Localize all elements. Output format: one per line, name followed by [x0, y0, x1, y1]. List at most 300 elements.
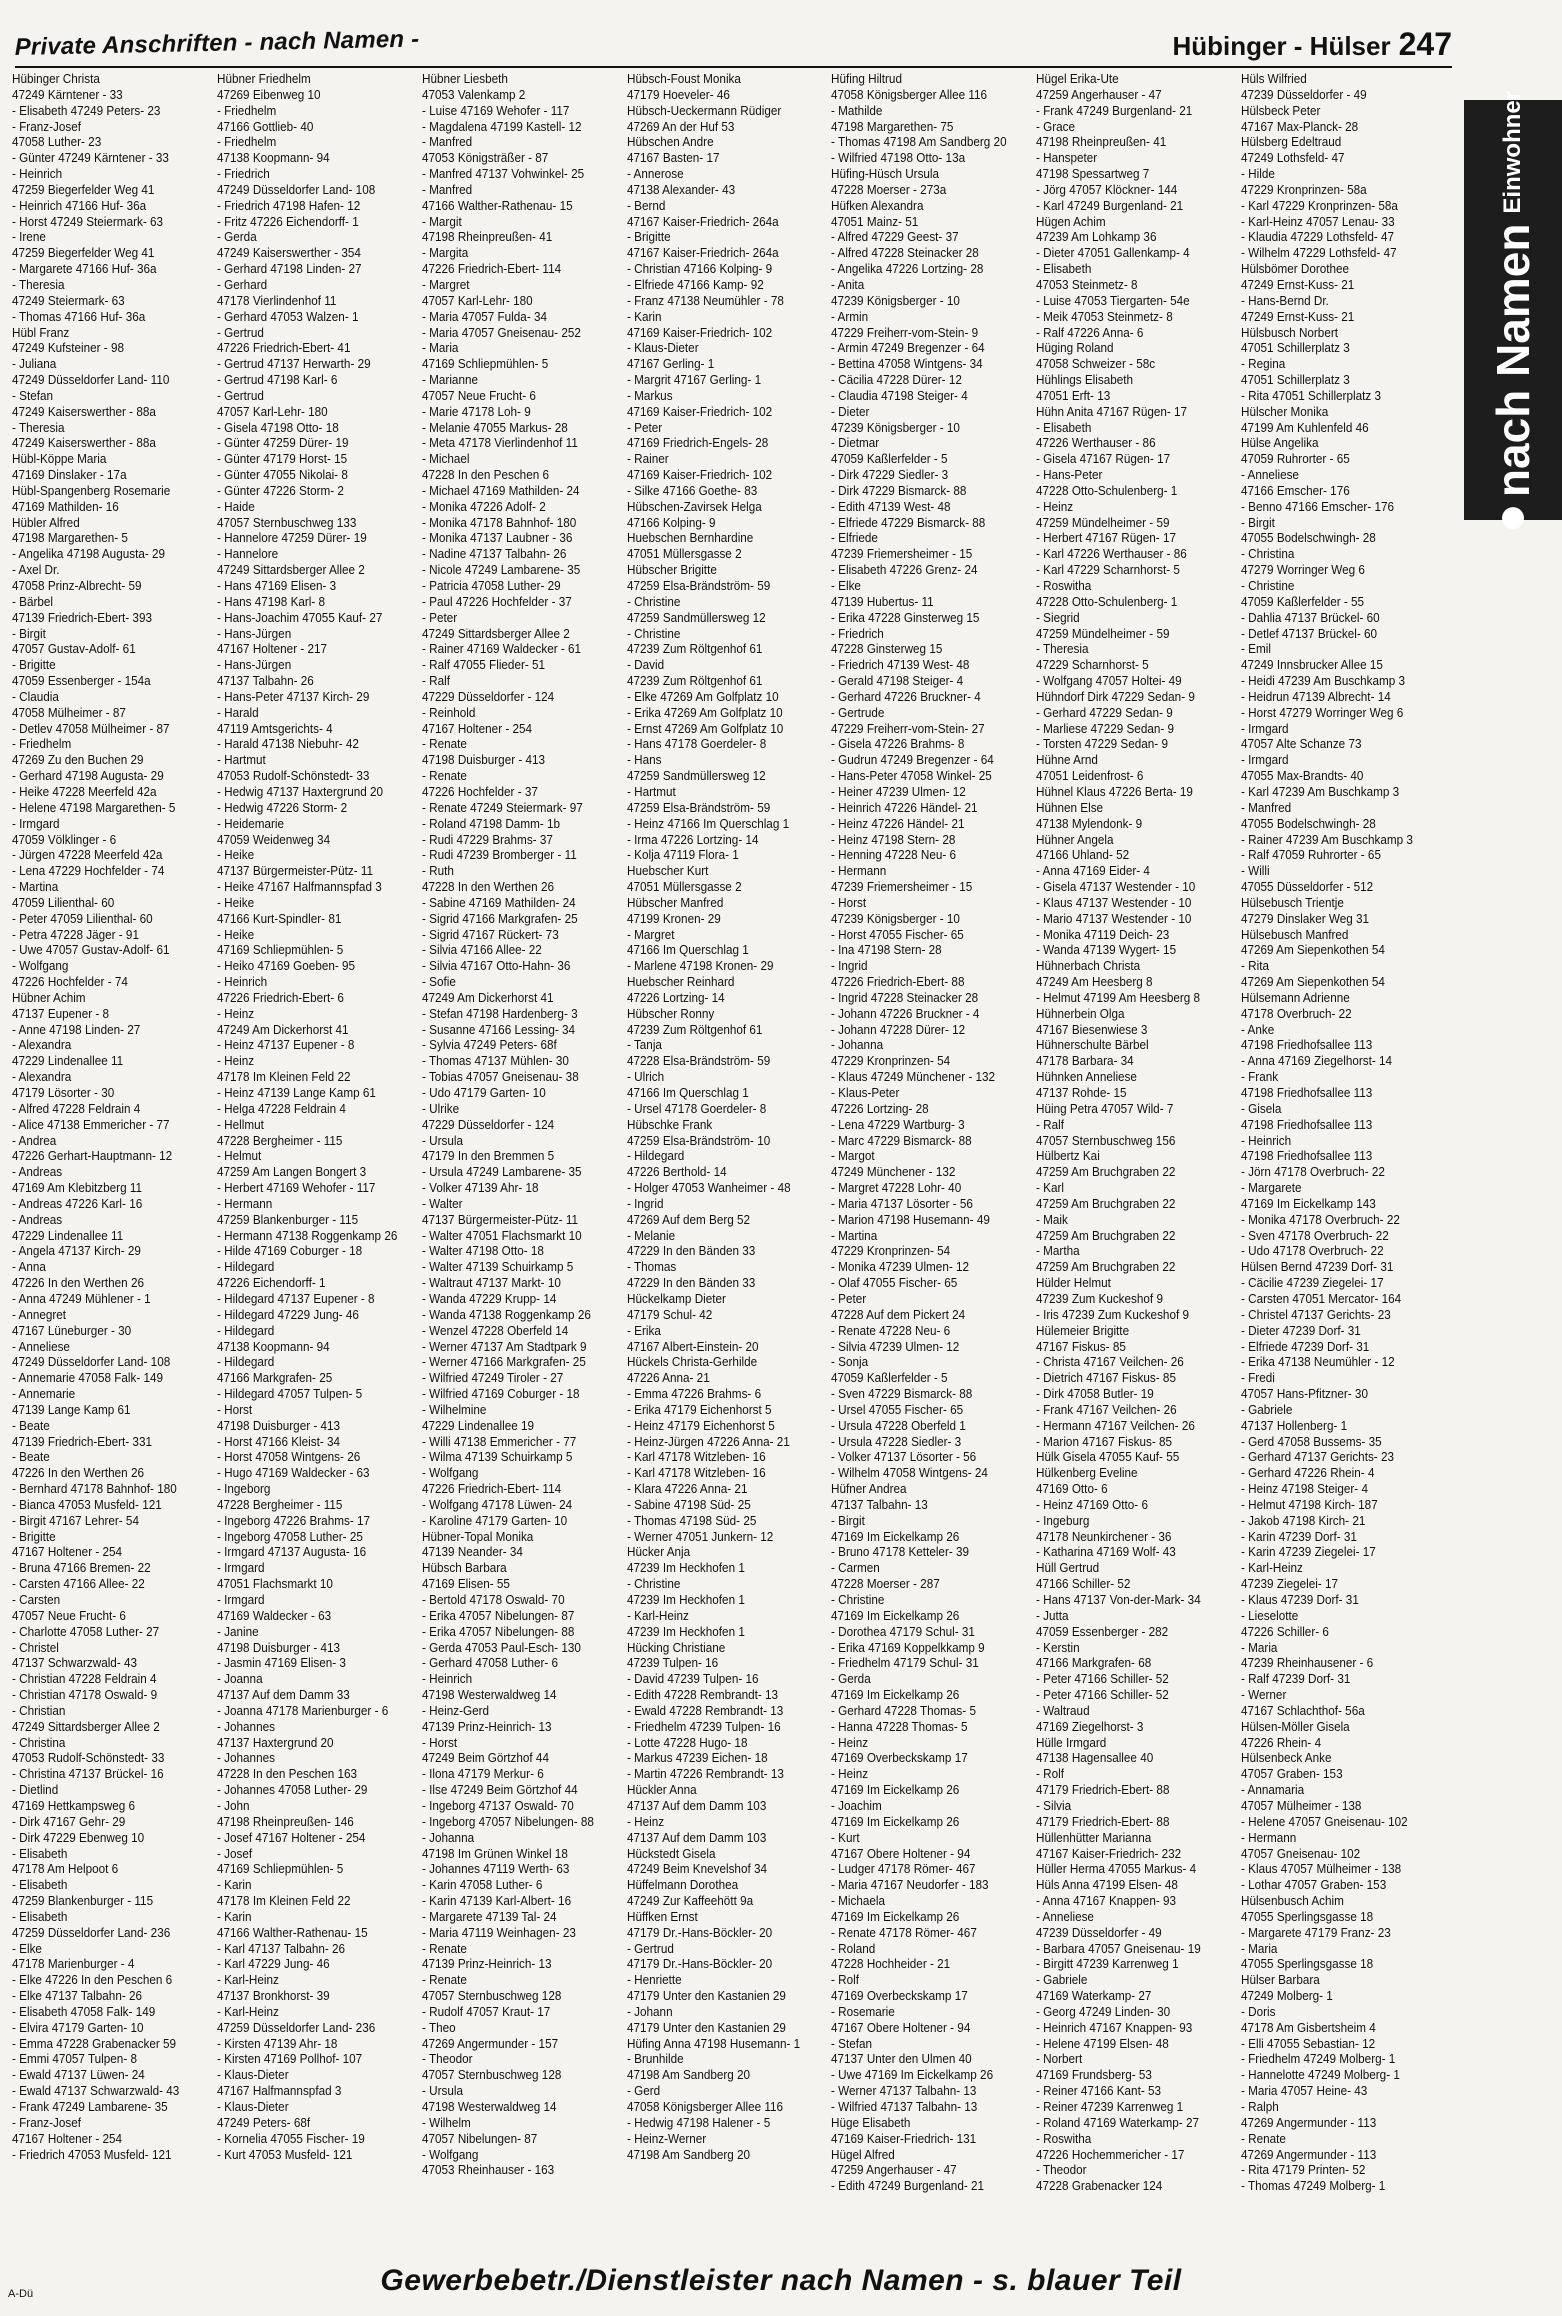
directory-entry: Hübl-Spangenberg Rosemarie	[12, 483, 171, 498]
directory-entry: 47239 Tulpen- 16	[626, 1656, 718, 1671]
directory-entry: - Wilfried 47169 Coburger - 18	[421, 1387, 580, 1402]
directory-entry: - Armin 47249 Bregenzer - 64	[831, 341, 986, 356]
directory-entry: 47199 Kronen- 29	[626, 911, 721, 926]
directory-entry: - Walter 47198 Otto- 18	[421, 1244, 544, 1259]
directory-entry: - Uwe 47169 Im Eickelkamp 26	[831, 2068, 994, 2083]
directory-entry: - Gisela 47167 Rügen- 17	[1036, 452, 1171, 467]
directory-entry: - Norbert	[1036, 2052, 1083, 2067]
directory-entry: - Martina	[12, 880, 59, 895]
directory-entry: 47179 Friedrich-Ebert- 88	[1036, 1814, 1170, 1829]
directory-entry: Hülsberg Edeltraud	[1241, 135, 1342, 150]
directory-entry: 47055 Bodelschwingh- 28	[1241, 531, 1376, 546]
directory-entry: - Ingeborg 47226 Brahms- 17	[216, 1513, 370, 1528]
directory-entry: 47259 Blankenburger - 115	[12, 1894, 154, 1909]
directory-entry: - Renate	[421, 737, 467, 752]
directory-entry: - Christel	[12, 1640, 59, 1655]
directory-entry: - Paul 47226 Hochfelder - 37	[421, 594, 572, 609]
directory-entry: 47137 Hollenberg- 1	[1241, 1418, 1348, 1433]
directory-entry: 47058 Schweizer - 58c	[1036, 357, 1156, 372]
directory-entry: - Karin	[216, 1909, 252, 1924]
directory-entry: - Ulrike	[421, 1101, 459, 1116]
directory-entry: - John	[216, 1798, 250, 1813]
directory-entry: - Ralf 47055 Flieder- 51	[421, 658, 545, 673]
directory-entry: 47178 Neunkirchener - 36	[1036, 1529, 1172, 1544]
directory-entry: - Hartmut	[216, 753, 266, 768]
directory-entry: - Reiner 47166 Kant- 53	[1036, 2084, 1162, 2099]
directory-entry: - Irmgard 47137 Augusta- 16	[216, 1545, 366, 1560]
directory-entry: - Alice 47138 Emmericher - 77	[12, 1117, 170, 1132]
directory-entry: 47239 Königsberger - 10	[831, 911, 961, 926]
directory-entry: - Silvia	[1036, 1798, 1072, 1813]
directory-entry: - Renate 47178 Römer- 467	[831, 1925, 978, 1940]
directory-entry: - Kurt 47053 Musfeld- 121	[216, 2147, 353, 2162]
directory-entry: 47228 In den Peschen 6	[421, 468, 549, 483]
directory-entry: Hübner Friedhelm	[216, 72, 311, 86]
directory-entry: - Mario 47137 Westender - 10	[1036, 911, 1192, 926]
directory-entry: 47059 Weidenweg 34	[216, 832, 330, 847]
directory-entry: 47249 Molberg- 1	[1241, 1989, 1333, 2004]
directory-entry: - Anna 47249 Mühlener - 1	[12, 1291, 151, 1306]
directory-entry: 47259 Am Bruchgraben 22	[1036, 1196, 1176, 1211]
directory-entry: - Heinz 47179 Eichenhorst 5	[626, 1418, 775, 1433]
directory-entry: - Reinhold	[421, 705, 476, 720]
directory-entry: - Lena 47229 Wartburg- 3	[831, 1117, 966, 1132]
directory-entry: 47059 Kaßlerfelder - 55	[1241, 594, 1365, 609]
directory-entry: - Hellmut	[216, 1117, 264, 1132]
directory-entry: - Heinz-Gerd	[421, 1703, 489, 1718]
directory-entry: 47226 Rhein- 4	[1241, 1735, 1322, 1750]
directory-entry: - Horst 47055 Fischer- 65	[831, 927, 965, 942]
directory-entry: 47226 Eichendorff- 1	[216, 1276, 326, 1291]
directory-entry: 47051 Leidenfrost- 6	[1036, 769, 1144, 784]
directory-entry: 47229 Kronprinzen- 54	[831, 1244, 951, 1259]
directory-entry: - Helga 47228 Feldrain 4	[216, 1101, 346, 1116]
directory-entry: - Georg 47249 Linden- 30	[1036, 2004, 1171, 2019]
directory-entry: - Manfred	[421, 135, 472, 150]
directory-entry: - Gerhard 47226 Bruckner- 4	[831, 689, 982, 704]
directory-entry: 47179 Friedrich-Ebert- 88	[1036, 1783, 1170, 1798]
directory-entry: 47178 Am Gisbertsheim 4	[1241, 2020, 1376, 2035]
directory-entry: - Kirsten 47169 Pollhof- 107	[216, 2052, 363, 2067]
directory-entry: - Dirk 47229 Ebenweg 10	[12, 1830, 145, 1845]
directory-entry: 47138 Mylendonk- 9	[1036, 816, 1143, 831]
directory-entry: 47226 In den Werthen 26	[12, 1466, 144, 1481]
directory-entry: - Hedwig 47137 Haxtergrund 20	[216, 784, 383, 799]
directory-entry: - Thomas 47166 Huf- 36a	[12, 309, 146, 324]
directory-entry: 47269 Angermunder - 113	[1241, 2115, 1377, 2130]
directory-column	[1036, 72, 1223, 2222]
directory-entry: - Günter 47179 Horst- 15	[216, 452, 348, 467]
directory-entry: - Detlef 47137 Brückel- 60	[1241, 626, 1378, 641]
directory-entry: - Harald	[216, 705, 259, 720]
directory-entry: 47059 Völklinger - 6	[12, 832, 117, 847]
directory-entry: - Peter 47059 Lilienthal- 60	[12, 911, 153, 926]
directory-entry: - Tanja	[626, 1038, 662, 1053]
directory-entry: - Fredi	[1241, 1371, 1275, 1386]
directory-entry: 47249 Kärntener - 33	[12, 87, 123, 102]
directory-entry: 47166 Walther-Rathenau- 15	[421, 198, 573, 213]
directory-entry: 47228 Otto-Schulenberg- 1	[1036, 594, 1178, 609]
directory-entry: - Rainer	[626, 452, 669, 467]
directory-entry: - Gabriele	[1241, 1402, 1293, 1417]
directory-entry: - Johanna	[421, 1830, 474, 1845]
directory-entry: - Walter 47139 Schuirkamp 5	[421, 1260, 573, 1275]
directory-entry: - Helene 47199 Elsen- 48	[1036, 2036, 1170, 2051]
directory-entry: - Andreas 47226 Karl- 16	[12, 1196, 143, 1211]
directory-entry: - Monika 47119 Deich- 23	[1036, 927, 1170, 942]
directory-entry: - Elisabeth	[12, 1878, 68, 1893]
directory-entry: - Roland 47169 Waterkamp- 27	[1036, 2115, 1200, 2130]
directory-entry: - Wilhelm 47058 Wintgens- 24	[831, 1466, 989, 1481]
directory-entry: 47139 Neander- 34	[421, 1545, 523, 1560]
directory-entry: 47229 Lindenallee 11	[12, 1054, 124, 1069]
directory-entry: - Grace	[1036, 119, 1076, 134]
directory-entry: - Michael 47169 Mathilden- 24	[421, 483, 580, 498]
directory-entry: - Marianne	[421, 373, 478, 388]
directory-entry: Hülse Angelika	[1241, 436, 1319, 451]
directory-entry: - Gerhard 47053 Walzen- 1	[216, 309, 359, 324]
directory-entry: - Maik	[1036, 1212, 1069, 1227]
directory-entry: 47239 Im Heckhofen 1	[626, 1624, 745, 1639]
directory-entry: 47169 Elisen- 55	[421, 1577, 510, 1592]
directory-entry: - Anna 47169 Ziegelhorst- 14	[1241, 1054, 1393, 1069]
directory-entry: 47259 Elsa-Brändström- 59	[626, 579, 770, 593]
directory-entry: 47137 Eupener - 8	[12, 1006, 110, 1021]
directory-entry: - Klara 47226 Anna- 21	[626, 1482, 748, 1497]
directory-entry: - Willi	[1241, 864, 1270, 879]
directory-columns	[12, 72, 1442, 2222]
directory-entry: - Heinrich 47226 Händel- 21	[831, 800, 978, 815]
directory-entry: 47259 Blankenburger - 115	[216, 1212, 358, 1227]
directory-entry: - Dietmar	[831, 436, 880, 451]
directory-entry: 47198 Margarethen- 5	[12, 531, 128, 546]
directory-entry: 47249 Ernst-Kuss- 21	[1241, 309, 1355, 324]
directory-entry: 47229 In den Bänden 33	[626, 1244, 755, 1259]
directory-entry: - Hildegard	[216, 1355, 275, 1370]
directory-entry: - Johannes	[216, 1751, 275, 1766]
directory-entry: - Kornelia 47055 Fischer- 19	[216, 2131, 365, 2146]
directory-entry: - Kurt	[831, 1830, 861, 1845]
directory-entry: - Gertrud	[216, 388, 264, 403]
directory-entry: - Günter 47055 Nikolai- 8	[216, 468, 348, 483]
directory-entry: 47167 Obere Holtener - 94	[831, 1846, 971, 1861]
directory-entry: 47059 Essenberger - 282	[1036, 1624, 1169, 1639]
directory-entry: 47249 Sittardsberger Allee 2	[421, 626, 570, 641]
directory-entry: 47239 Friemersheimer - 15	[831, 547, 973, 562]
directory-entry: 47226 Werthauser - 86	[1036, 436, 1156, 451]
directory-entry: - Annerose	[626, 167, 684, 182]
directory-entry: - Horst 47279 Worringer Weg 6	[1241, 705, 1404, 720]
directory-entry: - Alfred 47228 Steinacker 28	[831, 246, 980, 261]
directory-entry: Huebschen Bernhardine	[626, 531, 753, 546]
directory-entry: - Maria 47137 Lösorter - 56	[831, 1196, 974, 1211]
directory-entry: - Bertold 47178 Oswald- 70	[421, 1593, 565, 1607]
directory-entry: - Ralph	[1241, 2100, 1279, 2114]
directory-entry: 47138 Koopmann- 94	[216, 1339, 330, 1354]
directory-entry: 47167 Kaiser-Friedrich- 232	[1036, 1846, 1182, 1861]
directory-entry: - Karl-Heinz	[216, 2004, 279, 2019]
directory-entry: 47178 Im Kleinen Feld 22	[216, 1070, 351, 1085]
directory-column	[422, 72, 609, 2222]
directory-entry: - Edith 47139 West- 48	[831, 499, 952, 514]
directory-entry: 47226 Anna- 21	[626, 1371, 710, 1386]
directory-entry: - Christian 47228 Feldrain 4	[12, 1672, 157, 1687]
directory-entry: - Karl 47137 Talbahn- 26	[216, 1941, 345, 1956]
directory-entry: - Annegret	[12, 1307, 67, 1322]
directory-entry: 47139 Friedrich-Ebert- 393	[12, 610, 152, 625]
directory-entry: 47059 Kaßlerfelder - 5	[831, 1371, 948, 1386]
directory-entry: - Heinz	[831, 1767, 869, 1782]
directory-entry: - Gerhard 47137 Gerichts- 23	[1241, 1450, 1395, 1465]
directory-entry: - Ingeborg 47137 Oswald- 70	[421, 1798, 574, 1813]
directory-entry: 47167 Holtener - 254	[12, 1545, 123, 1560]
directory-entry: Hülsenbusch Achim	[1241, 1894, 1345, 1909]
directory-entry: - Ewald 47137 Schwarzwald- 43	[12, 2084, 180, 2099]
directory-entry: 47166 Kurt-Spindler- 81	[216, 911, 342, 926]
directory-column	[627, 72, 814, 2222]
directory-entry: 47198 Am Sandberg 20	[626, 2068, 750, 2083]
directory-entry: - Theo	[421, 2020, 456, 2035]
directory-entry: Hülemeier Brigitte	[1036, 1323, 1130, 1338]
directory-entry: - Dorothea 47179 Schul- 31	[831, 1624, 976, 1639]
directory-entry: Hückler Anna	[626, 1783, 697, 1798]
directory-entry: - Wilhelmine	[421, 1402, 487, 1417]
directory-entry: - Christine	[626, 594, 680, 609]
directory-entry: - Gerhard 47058 Luther- 6	[421, 1656, 558, 1671]
directory-entry: 47198 Duisburger - 413	[421, 753, 545, 768]
directory-entry: - Frank	[1241, 1070, 1279, 1085]
directory-entry: - Heinz	[831, 1735, 869, 1750]
directory-entry: 47259 Mündelheimer - 59	[1036, 515, 1170, 530]
directory-entry: - Ralf 47226 Anna- 6	[1036, 325, 1144, 340]
directory-entry: - Anneliese	[12, 1339, 70, 1354]
directory-entry: - Ursula 47228 Siedler- 3	[831, 1434, 962, 1449]
directory-entry: 47053 Königsträßer - 87	[421, 151, 549, 166]
directory-entry: - Renate 47228 Neu- 6	[831, 1323, 951, 1338]
directory-entry: - Waltraud	[1036, 1703, 1090, 1718]
directory-entry: - Nadine 47137 Talbahn- 26	[421, 547, 567, 562]
directory-entry: - Fritz 47226 Eichendorff- 1	[216, 214, 359, 229]
directory-entry: 47239 Friemersheimer - 15	[831, 880, 973, 895]
directory-entry: - Petra 47228 Jäger - 91	[12, 927, 139, 942]
directory-entry: Hülkenberg Eveline	[1036, 1466, 1138, 1481]
directory-entry: - Roswitha	[1036, 579, 1092, 593]
directory-entry: - Irene	[12, 230, 46, 245]
directory-entry: - Christian 47166 Kolping- 9	[626, 262, 772, 277]
directory-entry: Hübinger Christa	[12, 72, 100, 86]
directory-entry: Hülsenbeck Anke	[1241, 1751, 1332, 1766]
directory-entry: 47051 Müllersgasse 2	[626, 547, 742, 562]
directory-entry: - Christina	[1241, 547, 1295, 562]
directory-entry: 47138 Hagensallee 40	[1036, 1751, 1154, 1766]
directory-entry: - Hanspeter	[1036, 151, 1098, 166]
directory-entry: - Anne 47198 Linden- 27	[12, 1022, 141, 1037]
directory-entry: - Gertrud 47198 Karl- 6	[216, 373, 338, 388]
side-tab-line2: nach Namen	[1487, 223, 1539, 498]
directory-entry: 47226 Lortzing- 14	[626, 990, 725, 1005]
directory-entry: - Sigrid 47166 Markgrafen- 25	[421, 911, 578, 926]
directory-entry: 47198 Rheinpreußen- 41	[421, 230, 552, 245]
directory-entry: Hübner Achim	[12, 990, 86, 1005]
directory-entry: 47169 Schliepmühlen- 5	[421, 357, 549, 372]
directory-entry: - Frank 47249 Burgenland- 21	[1036, 103, 1193, 118]
directory-entry: - Karl 47249 Burgenland- 21	[1036, 198, 1184, 213]
directory-entry: 47226 Lortzing- 28	[831, 1101, 930, 1116]
directory-entry: Hübscher Ronny	[626, 1006, 714, 1021]
directory-entry: - Emma 47228 Grabenacker 59	[12, 2036, 177, 2051]
directory-entry: 47229 Lindenallee 11	[12, 1228, 124, 1243]
directory-entry: 47137 Rohde- 15	[1036, 1086, 1127, 1100]
directory-entry: 47249 Innsbrucker Allee 15	[1241, 658, 1384, 673]
directory-entry: - Friedrich 47139 West- 48	[831, 658, 970, 673]
directory-entry: - Frank 47167 Veilchen- 26	[1036, 1402, 1177, 1417]
directory-entry: - Margarete	[1241, 1181, 1302, 1196]
directory-entry: Hüls Wilfried	[1241, 72, 1307, 86]
directory-entry: - Helmut	[216, 1149, 262, 1164]
directory-entry: 47167 Holtener - 254	[421, 721, 532, 736]
directory-entry: - Horst	[421, 1735, 457, 1750]
directory-entry: 47178 Vierlindenhof 11	[216, 293, 337, 308]
directory-entry: - Juliana	[12, 357, 57, 372]
directory-entry: - Elvira 47179 Garten- 10	[12, 2020, 144, 2035]
directory-entry: - Gudrun 47249 Bregenzer - 64	[831, 753, 995, 768]
directory-entry: - Waltraut 47137 Markt- 10	[421, 1276, 561, 1291]
directory-entry: - Peter	[831, 1291, 867, 1306]
directory-entry: - Margret 47228 Lohr- 40	[831, 1181, 962, 1196]
section-side-tab	[1464, 90, 1562, 520]
directory-entry: 47167 Biesenwiese 3	[1036, 1022, 1148, 1037]
directory-entry: Hückelkamp Dieter	[626, 1291, 726, 1306]
directory-entry: - Axel Dr.	[12, 563, 60, 578]
directory-entry: 47228 Elsa-Brändström- 59	[626, 1054, 770, 1069]
directory-entry: - Brigitte	[626, 230, 671, 245]
directory-entry: - Gerhard	[216, 277, 267, 292]
directory-entry: - Anna	[12, 1260, 46, 1275]
directory-entry: - Anna 47169 Eider- 4	[1036, 864, 1151, 879]
directory-entry: - Johanna	[831, 1038, 884, 1053]
directory-entry: 47228 Moerser - 273a	[831, 182, 947, 197]
directory-entry: - Friedrich 47053 Musfeld- 121	[12, 2147, 172, 2162]
directory-entry: - Lena 47229 Hochfelder - 74	[12, 864, 165, 879]
directory-entry: - Monika 47178 Overbruch- 22	[1241, 1212, 1401, 1227]
directory-entry: 47198 Margarethen- 75	[831, 119, 954, 134]
directory-entry: - Jörn 47178 Overbruch- 22	[1241, 1165, 1386, 1180]
directory-entry: 47229 Lindenallee 19	[421, 1418, 534, 1433]
directory-entry: Hülsebusch Trientje	[1241, 895, 1345, 910]
directory-entry: - Renate 47249 Steiermark- 97	[421, 800, 583, 815]
directory-entry: - Horst 47249 Steiermark- 63	[12, 214, 164, 229]
directory-entry: - Hermann	[831, 864, 887, 879]
directory-entry: 47055 Düsseldorfer - 512	[1241, 880, 1374, 895]
directory-entry: - Christian 47178 Oswald- 9	[12, 1688, 158, 1703]
directory-entry: 47059 Lilienthal- 60	[12, 895, 115, 910]
corner-mark: A-Dü	[8, 2288, 34, 2300]
directory-entry: Hülsbeck Peter	[1241, 103, 1321, 118]
directory-entry: - Theresia	[12, 277, 65, 292]
directory-entry: 47269 Am Siepenkothen 54	[1241, 943, 1386, 958]
directory-entry: 47259 Angerhauser - 47	[831, 2163, 958, 2178]
directory-entry: 47169 Schliepmühlen- 5	[216, 1862, 344, 1877]
directory-entry: - Hans 47178 Goerdeler- 8	[626, 737, 766, 752]
directory-entry: - Hermann 47138 Roggenkamp 26	[216, 1228, 398, 1243]
directory-entry: - Heiko 47169 Goeben- 95	[216, 959, 355, 974]
directory-entry: 47239 Zum Röltgenhof 61	[626, 642, 763, 657]
directory-entry: - Karin 47058 Luther- 6	[421, 1878, 543, 1893]
directory-entry: - Carsten 47166 Allee- 22	[12, 1577, 145, 1592]
directory-entry: 47166 Gottlieb- 40	[216, 119, 314, 134]
directory-entry: - Heidi 47239 Am Buschkamp 3	[1241, 674, 1406, 689]
directory-entry: - Bianca 47053 Musfeld- 121	[12, 1497, 162, 1512]
directory-entry: 47137 Bürgermeister-Pütz- 11	[216, 864, 373, 879]
directory-entry: - Joanna 47178 Marienburger - 6	[216, 1703, 389, 1718]
directory-entry: 47259 Elsa-Brändström- 10	[626, 1133, 770, 1148]
directory-entry: - Elisabeth	[1036, 420, 1092, 435]
directory-entry: - Dirk 47167 Gehr- 29	[12, 1814, 126, 1829]
directory-entry: 47228 Bergheimer - 115	[216, 1133, 343, 1148]
directory-entry: - Marion 47167 Fiskus- 85	[1036, 1434, 1173, 1449]
directory-entry: Hübsch-Ueckermann Rüdiger	[626, 103, 781, 118]
directory-entry: - Christina	[12, 1735, 66, 1750]
directory-entry: 47198 Westerwaldweg 14	[421, 1688, 557, 1703]
directory-entry: - Karl 47229 Jung- 46	[216, 1957, 330, 1972]
directory-entry: Hühnken Anneliese	[1036, 1070, 1138, 1085]
directory-entry: - Karl 47239 Am Buschkamp 3	[1241, 784, 1400, 799]
directory-entry: - Claudia 47198 Steiger- 4	[831, 388, 969, 403]
directory-entry: 47259 Biegerfelder Weg 41	[12, 182, 155, 197]
directory-entry: 47226 Berthold- 14	[626, 1165, 727, 1180]
directory-entry: 47198 Im Grünen Winkel 18	[421, 1846, 568, 1861]
directory-entry: - Hans 47137 Von-der-Mark- 34	[1036, 1593, 1202, 1607]
directory-entry: 47057 Gneisenau- 102	[1241, 1846, 1361, 1861]
directory-entry: - Maria 47119 Weinhagen- 23	[421, 1925, 576, 1940]
directory-entry: - Heinz 47198 Steiger- 4	[1241, 1482, 1369, 1497]
directory-entry: - Birgit	[831, 1513, 866, 1528]
directory-entry: - Irmgard	[12, 816, 60, 831]
directory-entry: - Gerhard 47228 Thomas- 5	[831, 1703, 977, 1718]
directory-entry: - Monika 47137 Laubner - 36	[421, 531, 573, 546]
directory-entry: - Birgit	[1241, 515, 1275, 530]
directory-entry: Huebscher Reinhard	[626, 975, 735, 990]
directory-entry: 47259 Mündelheimer - 59	[1036, 626, 1170, 641]
directory-entry: - Heike	[216, 848, 254, 863]
directory-entry: - Edith 47249 Burgenland- 21	[831, 2179, 985, 2194]
directory-entry: Hülder Helmut	[1036, 1276, 1112, 1291]
directory-entry: 47058 Luther- 23	[12, 135, 102, 150]
directory-entry: 47249 Düsseldorfer Land- 108	[12, 1355, 171, 1370]
directory-entry: 47249 Kaiserswerther - 354	[216, 246, 361, 261]
directory-entry: Hülser Barbara	[1241, 1973, 1320, 1988]
directory-entry: - Frank 47249 Lambarene- 35	[12, 2100, 168, 2114]
directory-entry: Hübner Liesbeth	[421, 72, 508, 86]
directory-entry: - Rita	[1241, 959, 1270, 974]
directory-entry: - Klaus-Dieter	[626, 341, 699, 356]
directory-entry: Hübl-Köppe Maria	[12, 452, 107, 467]
directory-entry: 47137 Talbahn- 13	[831, 1497, 929, 1512]
directory-entry: - Ewald 47137 Lüwen- 24	[12, 2068, 145, 2083]
directory-entry: - Horst 47058 Wintgens- 26	[216, 1450, 361, 1465]
directory-entry: 47169 Im Eickelkamp 26	[831, 1688, 960, 1703]
directory-entry: - Markus	[626, 388, 673, 403]
directory-entry: - Heinrich	[421, 1672, 472, 1687]
directory-entry: - Birgit	[12, 626, 46, 641]
directory-entry: 47057 Sternbuschweg 156	[1036, 1133, 1176, 1148]
directory-entry: - Haide	[216, 499, 255, 514]
directory-entry: Hüing Petra 47057 Wild- 7	[1036, 1101, 1174, 1116]
name-range	[1172, 26, 1452, 63]
directory-entry: - Günter 47226 Storm- 2	[216, 483, 344, 498]
directory-entry: - Monika 47239 Ulmen- 12	[831, 1260, 970, 1275]
directory-entry: 47228 In den Peschen 163	[216, 1767, 357, 1782]
